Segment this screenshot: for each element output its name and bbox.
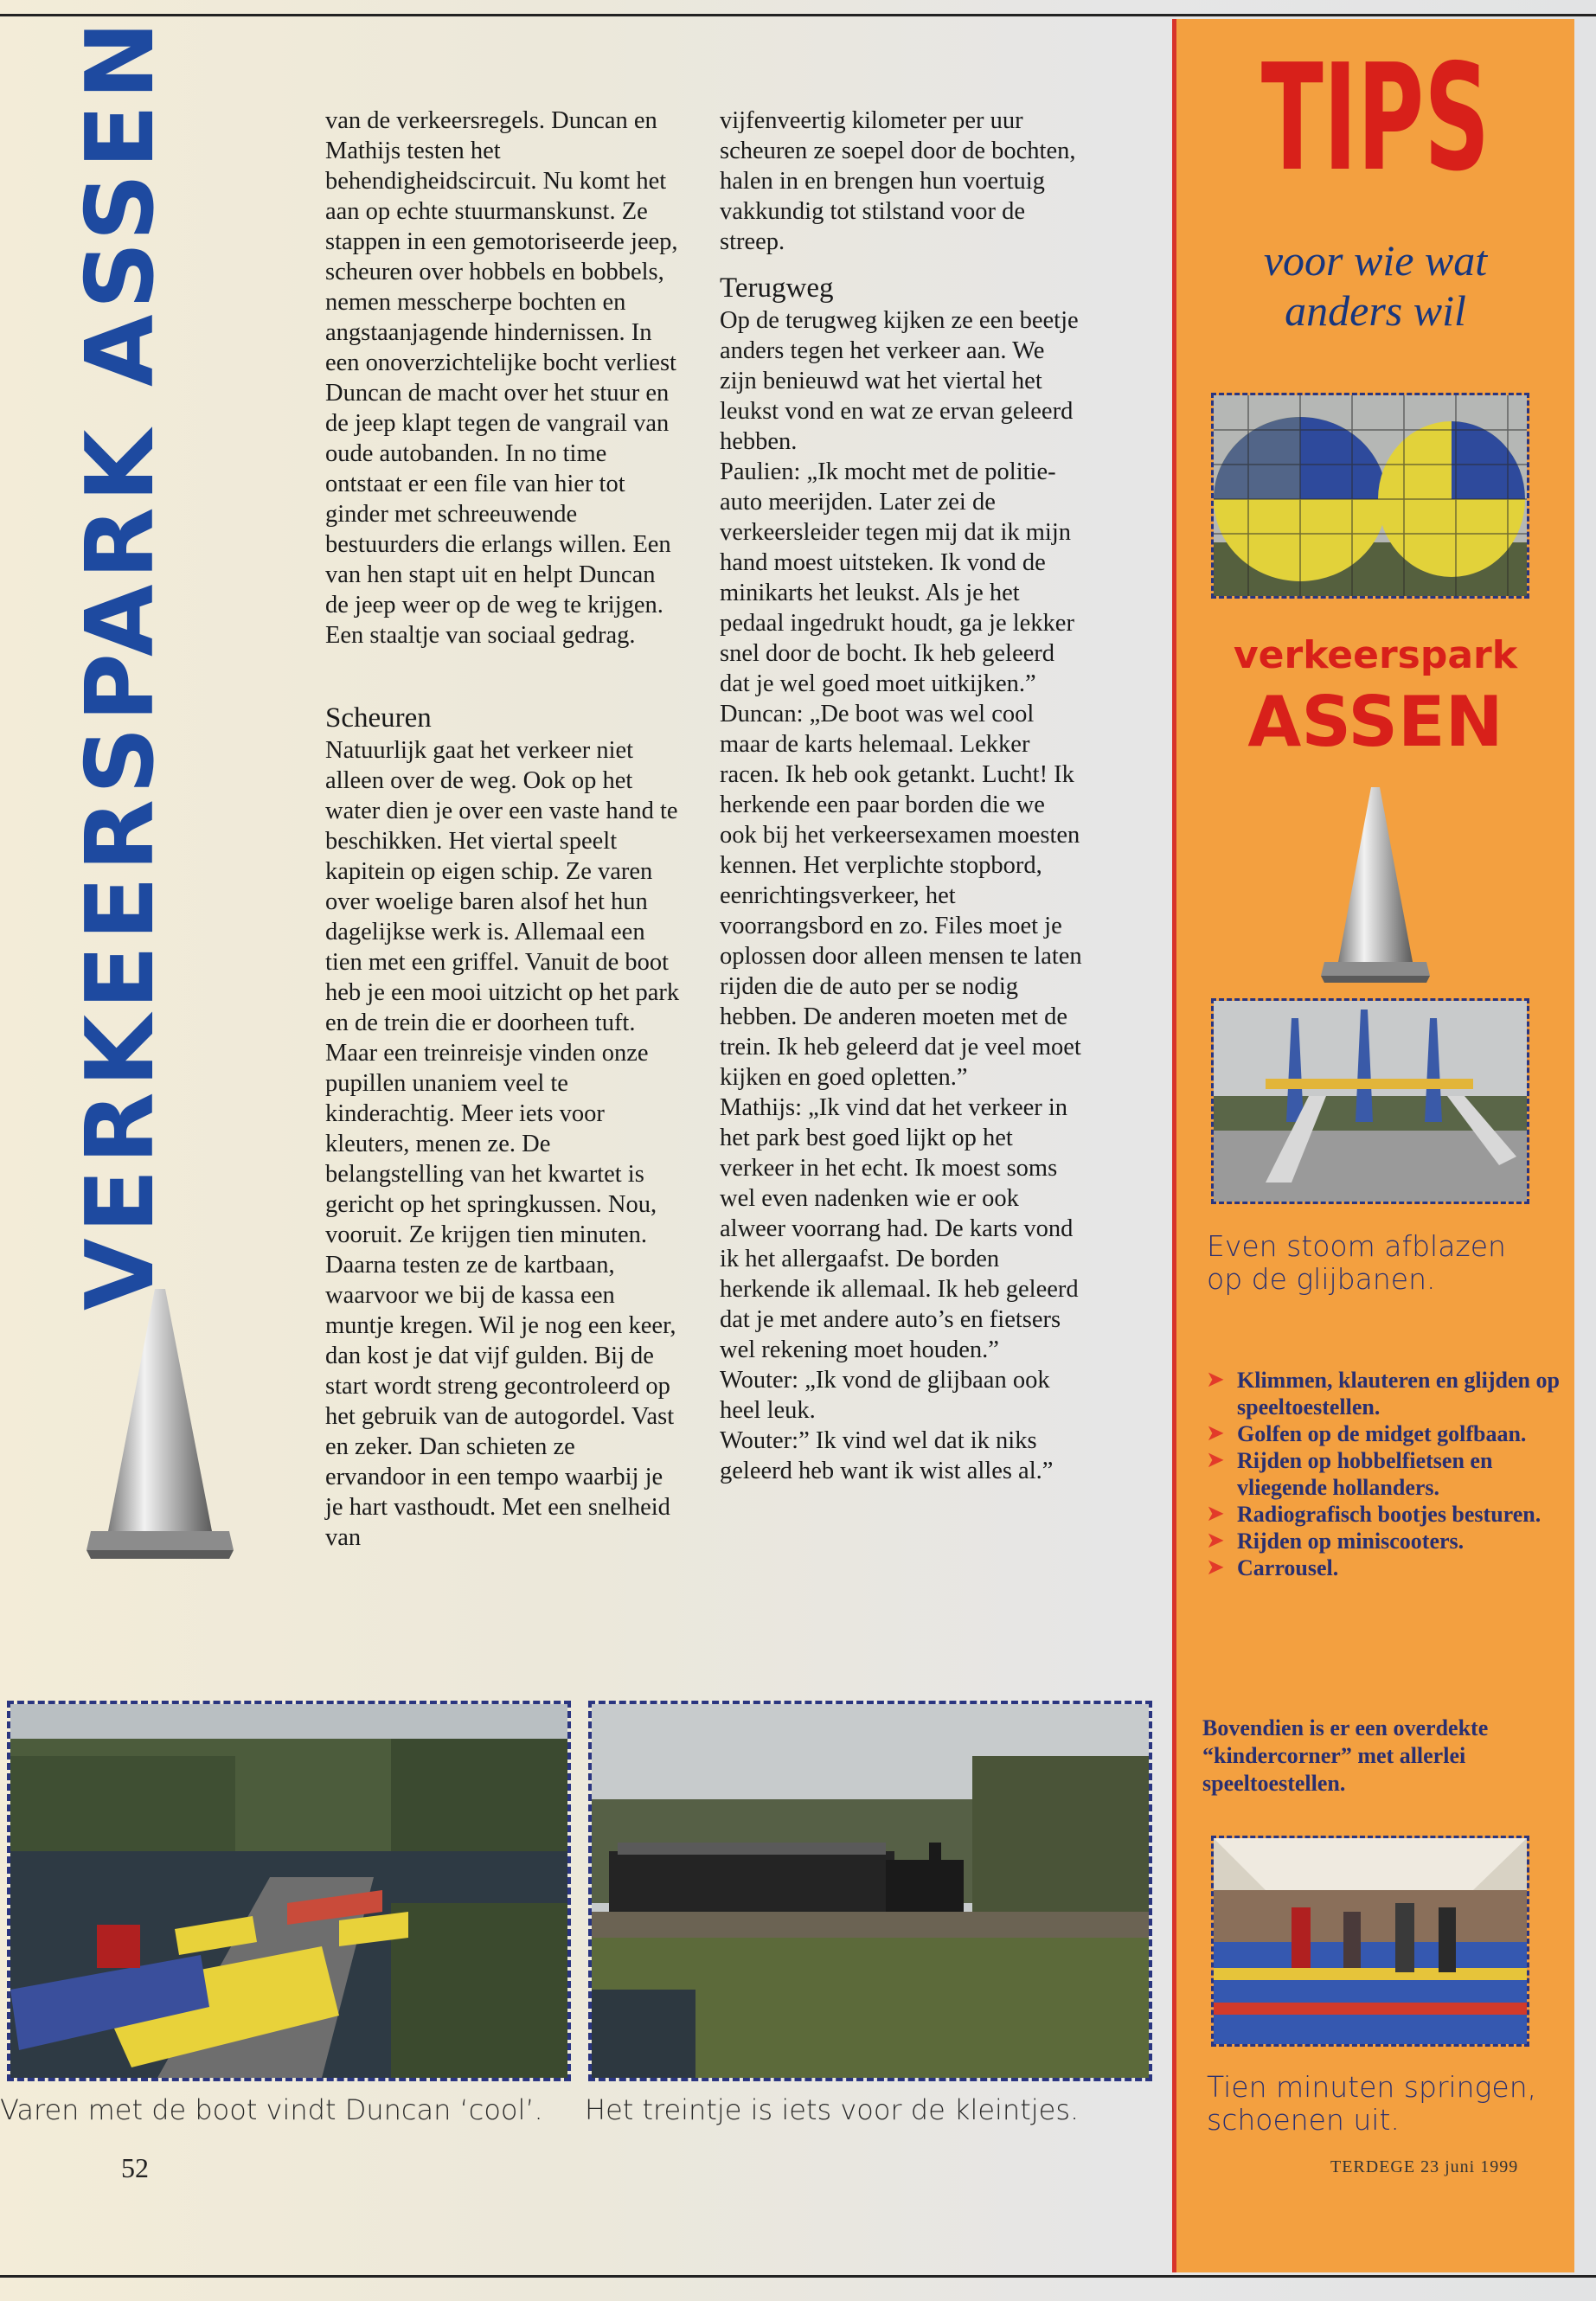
bounce-house-photo (1211, 1836, 1529, 2047)
vertical-title: VERKEERSPARK ASSEN (67, 16, 175, 1311)
quote-wouter: Wouter: „Ik vond de glijbaan ook heel leuk. (720, 1367, 1050, 1424)
bottom-rule (0, 2275, 1596, 2278)
arrow-icon: ➤ (1206, 1554, 1225, 1580)
paragraph: Natuurlijk gaat het verkeer niet alleen over de weg. Ook op het water dien je over een vaste hand te beschikken. Het viertal speelt kapitein op eigen schip. Ze varen over woelige baren alsof het hun dagelijkse werk is. Allemaal een tien met een griffel. Vanuit de boot heb je een mooi uitzicht op het park en de trein die er doorheen tuft. Maar een treinreisje vinden onze pupillen unaniem veel te kinderachtig. Meer iets voor kleuters, menen ze. De belangstelling van het kwartet is gericht op het springkussen. Nou, vooruit. Ze krijgen tien minuten. Daarna testen ze de kartbaan, waarvoor we bij de kassa een muntje kregen. Wil je nog een keer, dan kost je dat vijf gulden. Bij de start wordt streng gecontroleerd op het gebruik van de autogordel. Vast en zeker. Dan schieten ze ervandoor in een tempo waarbij je je hart vasthoudt. Met een snelheid van (325, 737, 680, 1551)
climbing-balls-photo (1211, 393, 1529, 599)
arrow-icon: ➤ (1206, 1447, 1225, 1473)
list-item-text: Klimmen, klauteren en glijden op speeltoestellen. (1237, 1368, 1560, 1420)
list-item (1202, 1420, 1566, 1447)
subheading-terugweg: Terugweg (720, 272, 834, 304)
quote-duncan: Duncan: „De boot was wel cool maar de karts helemaal. Lekker racen. Ik heb ook getankt. Lucht! Ik herkende een paar borden die we ook bij het verkeersexamen moesten kennen. Het verplichte stopbord, eenrichtingsverkeer, het voorrangsbord en zo. Files moet je oplossen door alleen mensen te laten rijden die de auto per se nodig hebben. De anderen moeten met de trein. Ik heb geleerd dat je veel moet kijken en goed opletten.” (720, 701, 1082, 1091)
arrow-icon: ➤ (1206, 1367, 1225, 1393)
subheading-scheuren: Scheuren (325, 702, 432, 734)
tagline-line: anders wil (1285, 286, 1466, 335)
article-column-1 (325, 106, 680, 1553)
bounce-caption (1207, 2071, 1536, 2137)
list-item (1202, 1447, 1566, 1501)
arrow-icon: ➤ (1206, 1420, 1225, 1446)
caption-line: Even stoom afblazen (1207, 1229, 1506, 1263)
tips-list (1202, 1367, 1566, 1581)
caption-line: schoenen uit. (1207, 2103, 1400, 2137)
quote-mathijs: Mathijs: „Ik vind dat het verkeer in het park best goed lijkt op het verkeer in het echt. Ik moest soms wel even nadenken wie er ook alweer voorrang had. De karts vond ik het allergaafst. De borden herkende ik allemaal. Ik heb geleerd dat je met andere auto’s en fietsers wel rekening moet houden.” (720, 1094, 1079, 1363)
traffic-cone-icon (1319, 780, 1432, 988)
tagline-line: voor wie wat (1263, 236, 1488, 285)
paragraph: vijfenveertig kilometer per uur scheuren ze soepel door de bochten, halen in en brengen hun voertuig vakkundig tot stilstand voor de streep. (720, 107, 1076, 255)
tips-tagline (1176, 235, 1574, 336)
list-item (1202, 1554, 1566, 1581)
paragraph: van de verkeersregels. Duncan en Mathijs testen het behendigheidscircuit. Nu komt het aan op echte stuurmanskunst. Ze stappen in een gemotoriseerde jeep, scheuren over hobbels en bobbels, nemen messcherpe bochten en angstaanjagende hindernissen. In een onoverzichtelijke bocht verliest Duncan de macht over het stuur en de jeep klapt tegen de vangrail van oude autobanden. In no time ontstaat er een file van hier tot ginder met schreeuwende bestuurders die erlangs willen. Een van hen stapt uit en helpt Duncan de jeep weer op de weg te krijgen. Een staaltje van sociaal gedrag. (325, 107, 678, 649)
list-item (1202, 1501, 1566, 1528)
caption-line: Tien minuten springen, (1207, 2070, 1537, 2104)
top-rule (0, 14, 1596, 16)
train-photo (588, 1701, 1152, 2081)
article-column-2 (720, 106, 1083, 1486)
boat-photo-caption: Varen met de boot vindt Duncan ‘cool’. (0, 2093, 543, 2126)
slides-caption (1207, 1230, 1506, 1296)
boat-photo (7, 1701, 571, 2081)
list-item (1202, 1367, 1566, 1420)
kindercorner-note: Bovendien is er een overdekte “kindercorner” met allerlei speeltoestellen. (1202, 1715, 1489, 1796)
quote-wouter-2: Wouter:” Ik vind wel dat ik niks geleerd heb want ik wist alles al.” (720, 1427, 1054, 1484)
list-item-text: Carrousel. (1237, 1555, 1339, 1580)
train-photo-caption: Het treintje is iets voor de kleintjes. (585, 2093, 1080, 2126)
list-item-text: Golfen op de midget golfbaan. (1237, 1421, 1527, 1446)
traffic-cone-icon (82, 1280, 238, 1566)
arrow-icon: ➤ (1206, 1501, 1225, 1527)
list-item-text: Rijden op hobbelfietsen en vliegende hollanders. (1237, 1448, 1493, 1500)
publication-footer: TERDEGE 23 juni 1999 (1330, 2157, 1519, 2176)
list-item-text: Rijden op miniscooters. (1237, 1529, 1465, 1554)
tips-heading: TIPS (1260, 33, 1490, 204)
brand-assen: ASSEN (1247, 682, 1503, 762)
list-item-text: Radiografisch bootjes besturen. (1237, 1502, 1542, 1527)
paragraph: Op de terugweg kijken ze een beetje anders tegen het verkeer aan. We zijn benieuwd wat het viertal het leukst vond en wat ze ervan geleerd hebben. (720, 307, 1079, 455)
brand-verkeerspark: verkeerspark (1233, 633, 1518, 677)
page-number: 52 (121, 2152, 149, 2183)
quote-paulien: Paulien: „Ik mocht met de politie-auto meerijden. Later zei de verkeersleider tegen mij dat ik mijn hand moest uitsteken. Ik vond de minikarts het leukst. Als je het pedaal ingedrukt houdt, ga je lekker snel door de bocht. Ik heb geleerd dat je wel goed moet uitkijken.” (720, 458, 1074, 697)
tips-sidebar (1172, 19, 1574, 2272)
caption-line: op de glijbanen. (1207, 1262, 1436, 1296)
arrow-icon: ➤ (1206, 1528, 1225, 1554)
slides-photo (1211, 998, 1529, 1204)
list-item (1202, 1528, 1566, 1554)
